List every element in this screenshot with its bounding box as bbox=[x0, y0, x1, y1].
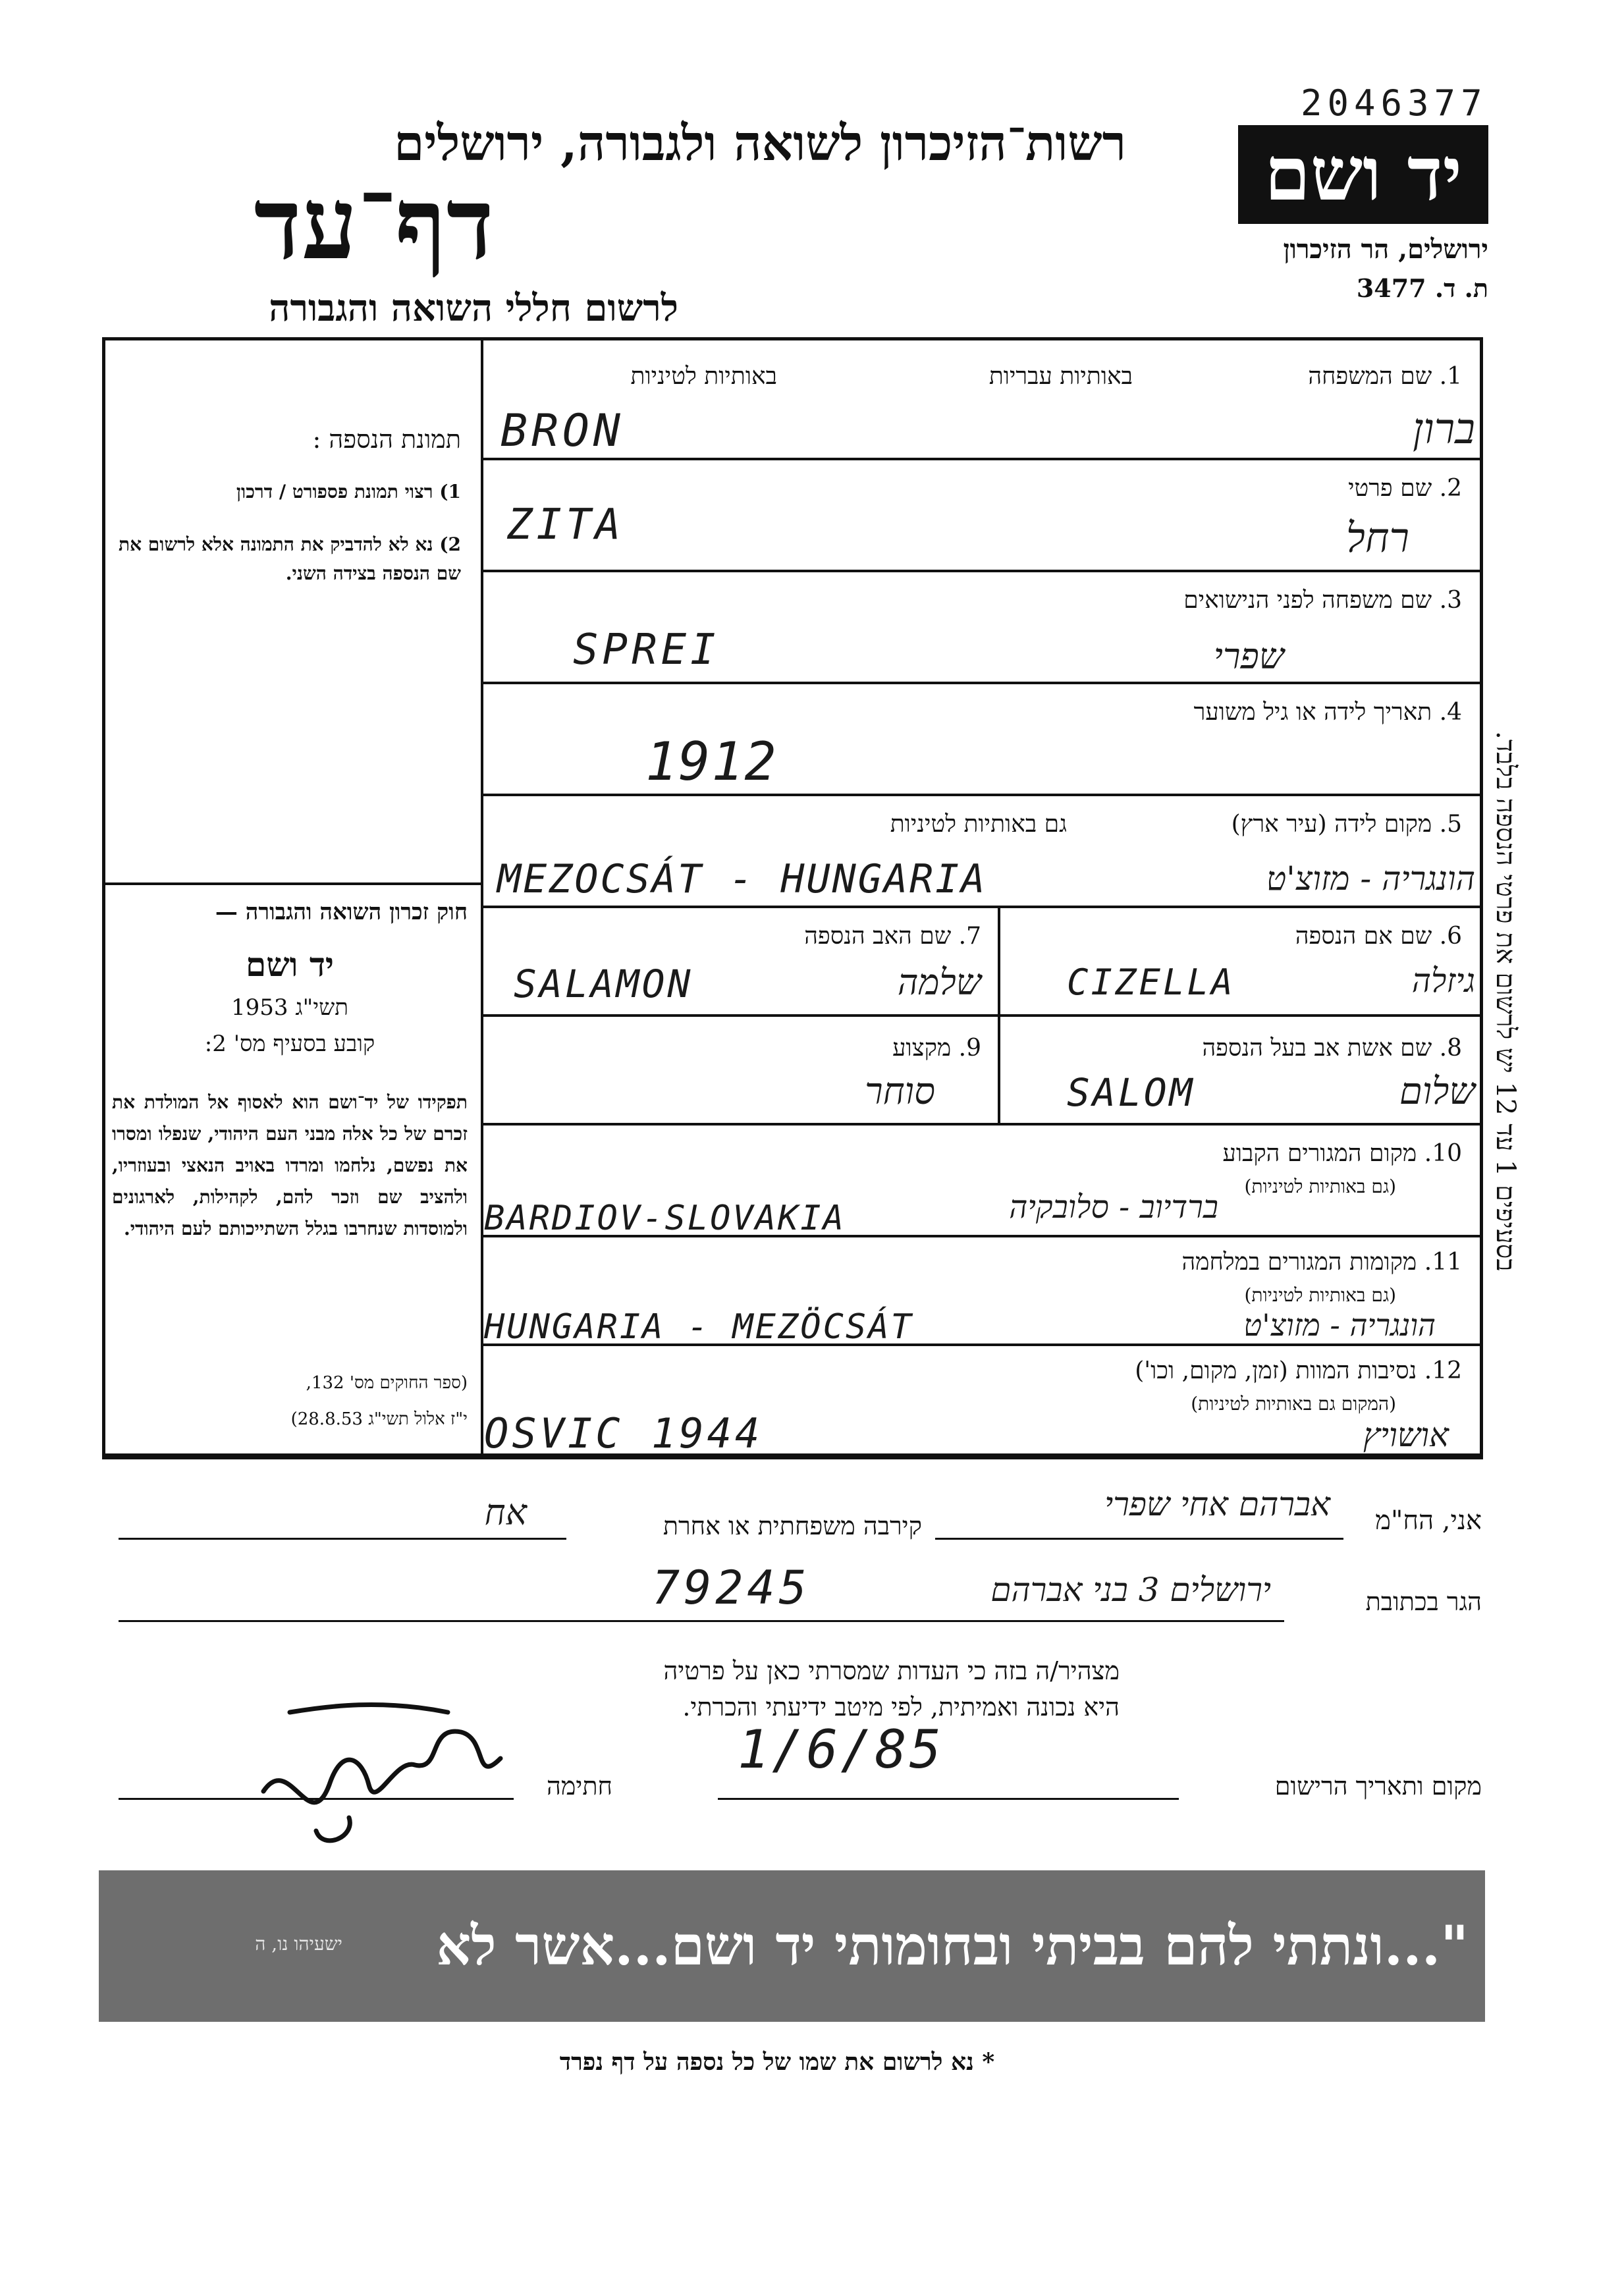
field6-latin-value: CIZELLA bbox=[1067, 962, 1235, 1003]
footer-note: * נא לרשום את שמו של כל נספה על דף נפרד bbox=[559, 2048, 995, 2076]
field11-sub: (גם באותיות לטיניות) bbox=[1244, 1284, 1396, 1306]
signature-label: חתימה bbox=[546, 1772, 612, 1801]
field2-hebrew-value: רחל bbox=[1345, 514, 1409, 562]
banner-source: ישעיהו נו, ה bbox=[255, 1933, 342, 1955]
field10-label bbox=[1054, 1139, 1462, 1167]
field7-num: 7. bbox=[958, 923, 981, 950]
field3-latin-value: SPREI bbox=[573, 626, 720, 674]
law-text: תפקידו של יד־ושם הוא לאסוף אל המולדת את זכרם של כל אלה מבני העם היהודי, שנפלו ומסרו את נפשם, נלחמו ומרדו באויב הנאצי ובעוזריו, ולהציב שם וזכר להם, לקהילות, לארגונים ולמוסדות שנחרבו בגלל השתייכותם לעם היהודי. bbox=[112, 1091, 468, 1239]
field3-label bbox=[988, 586, 1462, 614]
field3-hebrew-value: שפרי bbox=[1213, 636, 1284, 677]
field11-num: 11. bbox=[1424, 1249, 1462, 1276]
declaration-prefix: אני, הח"מ bbox=[1375, 1505, 1482, 1536]
signature bbox=[250, 1686, 527, 1857]
serial-number: 2046377 bbox=[1301, 82, 1488, 124]
field8-label-text: שם אשת אב בעל הנספה bbox=[1202, 1035, 1432, 1062]
field8-num: 8. bbox=[1439, 1035, 1462, 1062]
field5-latin-value: MEZOCSÁT - HUNGARIA bbox=[497, 856, 987, 902]
field5-label bbox=[1120, 810, 1462, 838]
field1-hebrew-header: באותיות עבריות bbox=[988, 363, 1133, 390]
law-ref-2: י"ז אלול תשי"ג 28.8.53) bbox=[290, 1409, 468, 1429]
date-value: 1/6/85 bbox=[738, 1719, 944, 1780]
field4-num: 4. bbox=[1439, 699, 1462, 726]
field12-hebrew-value: אושויץ bbox=[1363, 1416, 1449, 1454]
field10-latin-value: BARDIOV-SLOVAKIA bbox=[484, 1199, 846, 1238]
field10-label-text: מקום המגורים הקבוע bbox=[1222, 1140, 1417, 1167]
field6-hebrew-value: גיזלה bbox=[1411, 962, 1475, 1000]
field3-label-text: שם משפחה לפני הנישואים bbox=[1183, 587, 1432, 614]
postcode-value: 79245 bbox=[652, 1561, 811, 1615]
law-name: יד ושם bbox=[246, 945, 334, 984]
field5-num: 5. bbox=[1439, 811, 1462, 838]
authority-title: רשות־הזיכרון לשואה ולגבורה, ירושלים bbox=[394, 115, 1126, 172]
field8-hebrew-value: שלום bbox=[1399, 1070, 1475, 1113]
field1-label bbox=[1185, 362, 1462, 390]
field11-label-text: מקומות המגורים במלחמה bbox=[1181, 1249, 1417, 1276]
field5-hebrew-value: הונגריה - מזוצ'ט bbox=[1266, 859, 1475, 898]
field11-hebrew-value: הונגריה - מזוצ'ט bbox=[1243, 1307, 1436, 1343]
address-line: ירושלים, הר הזיכרון bbox=[1283, 234, 1488, 265]
logo-text: יד ושם bbox=[1264, 131, 1463, 217]
field3-num: 3. bbox=[1439, 587, 1462, 614]
photo-heading: תמונת הנספה : bbox=[312, 425, 461, 454]
field5-label-text: מקום לידה (עיר ארץ) bbox=[1231, 811, 1432, 838]
law-year: תשי"ג 1953 bbox=[231, 994, 348, 1021]
field10-num: 10. bbox=[1424, 1140, 1462, 1167]
field7-latin-value: SALAMON bbox=[514, 962, 693, 1006]
address-label: הגר בכתובת bbox=[1365, 1587, 1482, 1616]
field7-label bbox=[659, 922, 981, 950]
field2-label-text: שם פרטי bbox=[1348, 475, 1432, 502]
relation-value: אח bbox=[484, 1492, 527, 1533]
po-box: ת. ד. 3477 bbox=[1356, 273, 1488, 303]
field9-num: 9. bbox=[958, 1035, 981, 1062]
photo-note-2: 2) נא לא להדביק את התמונה אלא לרשום את שם הנספה בצידה השני. bbox=[119, 533, 461, 584]
field11-latin-value: HUNGARIA - MEZÖCSÁT bbox=[484, 1307, 913, 1347]
field2-latin-value: ZITA bbox=[507, 501, 625, 549]
field9-value: סוחר bbox=[865, 1070, 935, 1113]
field1-label-text: שם המשפחה bbox=[1308, 363, 1432, 390]
field6-label bbox=[1185, 922, 1462, 950]
field10-sub: (גם באותיות לטיניות) bbox=[1244, 1176, 1396, 1197]
field7-label-text: שם האב הנספה bbox=[804, 923, 952, 950]
field9-label-text: מקצוע bbox=[892, 1035, 952, 1062]
law-clause: קובע בסעיף מס' 2: bbox=[204, 1031, 375, 1057]
declarant-name: אברהם אחי שפרי bbox=[1104, 1485, 1330, 1523]
field8-latin-value: SALOM bbox=[1067, 1070, 1195, 1115]
photo-note-1: 1) רצוי תמונת פספורט / דרכון bbox=[236, 481, 461, 502]
field12-sub: (המקום גם באותיות לטיניות) bbox=[1191, 1393, 1396, 1415]
field10-hebrew-value: ברדיוב - סלובקיה bbox=[1009, 1189, 1218, 1226]
banner-quote: "...ונתתי להם בביתי ובחומותי יד ושם...אשר לא יכרת" bbox=[436, 1914, 1469, 2076]
field6-label-text: שם אם הנספה bbox=[1295, 923, 1432, 950]
yad-vashem-logo bbox=[1238, 125, 1488, 224]
field6-num: 6. bbox=[1439, 923, 1462, 950]
field4-label-text: תאריך לידה או גיל משוער bbox=[1193, 699, 1432, 726]
address-value: ירושלים 3 בני אברהם bbox=[990, 1571, 1271, 1609]
law-ref-1: (ספר החוקים מס' 132, bbox=[306, 1373, 468, 1393]
field12-label-text: נסיבות המוות (זמן, מקום, וכו') bbox=[1135, 1357, 1417, 1384]
field1-num: 1. bbox=[1439, 363, 1462, 390]
field11-label bbox=[1054, 1248, 1462, 1276]
field7-hebrew-value: שלמה bbox=[897, 962, 981, 1003]
statement-2: היא נכונה ואמיתית, לפי מיטב ידיעתי והכרתי. bbox=[682, 1693, 1120, 1722]
field9-label bbox=[790, 1034, 981, 1062]
field12-latin-value: OSVIC 1944 bbox=[484, 1409, 763, 1457]
field8-label bbox=[1054, 1034, 1462, 1062]
statement-1: מצהיר/ה בזה כי העדות שמסרתי כאן על פרטיה bbox=[663, 1656, 1120, 1685]
form-title: דף־עד bbox=[254, 166, 494, 282]
field1-hebrew-value: ברון bbox=[1413, 405, 1475, 454]
relation-label: קירבה משפחתית או אחרת bbox=[663, 1511, 922, 1540]
field12-label bbox=[988, 1357, 1462, 1384]
law-heading: חוק זכרון השואה והגבורה — bbox=[215, 899, 468, 925]
field4-label bbox=[988, 698, 1462, 726]
field1-latin-header: באותיות לטיניות bbox=[630, 363, 777, 390]
field4-value: 1912 bbox=[645, 731, 778, 792]
field5-latin-header: גם באותיות לטיניות bbox=[890, 811, 1067, 838]
side-note: בסעיפים 1 עד 12 יש לרשום את פרטי הנספה בלבד. bbox=[1490, 731, 1521, 1272]
form-subtitle: לרשום חללי השואה והגבורה bbox=[269, 286, 678, 330]
field1-latin-value: BRON bbox=[501, 405, 624, 457]
field12-num: 12. bbox=[1424, 1357, 1462, 1384]
place-date-label: מקום ותאריך הרישום bbox=[1274, 1772, 1482, 1801]
field2-label bbox=[1120, 474, 1462, 502]
field2-num: 2. bbox=[1439, 475, 1462, 502]
